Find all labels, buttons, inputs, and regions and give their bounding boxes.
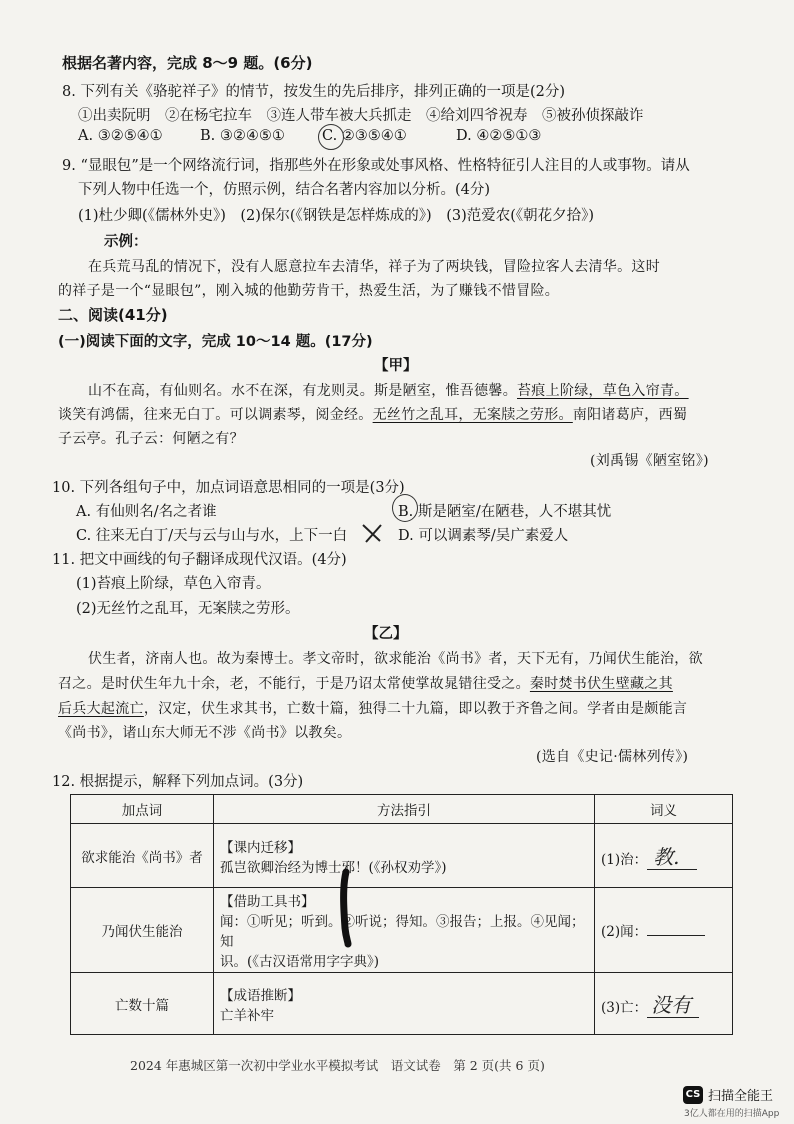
question-10: 10. 下列各组句子中，加点词语意思相同的一项是(3分) bbox=[52, 480, 405, 496]
table-row bbox=[71, 888, 733, 973]
method-text: 识。(《古汉语常用字字典》) bbox=[220, 954, 380, 970]
handwritten-answer: 没有 bbox=[647, 993, 699, 1018]
passage-yi-line2: 召之。是时伏生年九十余，老，不能行，于是乃诏太常使掌故晁错往受之。秦时焚书伏生壁藏之其 bbox=[58, 676, 673, 692]
question-11: 11. 把文中画线的句子翻译成现代汉语。(4分) bbox=[52, 552, 347, 568]
table-cell-method bbox=[214, 888, 595, 973]
table-header: 加点词 bbox=[71, 795, 214, 824]
passage-yi-line3: 后兵大起流亡，汉定，伏生求其书，亡数十篇，独得二十九篇，即以教于齐鲁之间。学者由是颇能言 bbox=[58, 701, 688, 717]
reading-title: 二、阅读(41分) bbox=[58, 306, 168, 324]
app-slogan: 3亿人都在用的扫描App bbox=[684, 1109, 780, 1119]
reading-subtitle: (一)阅读下面的文字，完成 10～14 题。(17分) bbox=[58, 334, 373, 350]
passage-yi-source: (选自《史记·儒林列传》) bbox=[536, 749, 689, 765]
method-text: 亡羊补牢 bbox=[220, 1007, 274, 1024]
pen-stroke-mark bbox=[336, 868, 356, 948]
answer-blank bbox=[647, 921, 705, 936]
q10-option-b: B. 斯是陋室/在陋巷，人不堪其忧 bbox=[398, 504, 612, 520]
underlined-sentence-1: 苔痕上阶绿，草色入帘青。 bbox=[517, 383, 689, 399]
question-12: 12. 根据提示，解释下列加点词。(3分) bbox=[52, 774, 304, 790]
option-c: C. ②③⑤④① bbox=[322, 128, 407, 144]
q10-option-d: D. 可以调素琴/吴广素爱人 bbox=[398, 528, 569, 544]
handwritten-answer: 教. bbox=[647, 845, 697, 870]
passage-yi-line4: 《尚书》，诸山东大师无不涉《尚书》以教矣。 bbox=[58, 725, 352, 741]
underlined-sentence-3-cont: 后兵大起流亡 bbox=[58, 701, 144, 717]
passage-jia-line2: 谈笑有鸿儒，往来无白丁。可以调素琴，阅金经。无丝竹之乱耳，无案牍之劳形。南阳诸葛庐，西蜀 bbox=[58, 407, 688, 423]
passage-jia-heading: 【甲】 bbox=[374, 358, 418, 374]
option-d: D. ④②⑤①③ bbox=[456, 128, 542, 144]
method-tag: 【借助工具书】 bbox=[220, 894, 315, 910]
table-cell-answer: (2)闻： bbox=[595, 888, 733, 973]
table-cell-word: 亡数十篇 bbox=[71, 973, 214, 1035]
table-cell-word: 欲求能治《尚书》者 bbox=[71, 824, 214, 888]
option-b: B. ③②④⑤① bbox=[200, 128, 285, 144]
example-label: 示例： bbox=[104, 234, 148, 250]
hand-cross-mark bbox=[360, 522, 384, 544]
hand-circle-mark bbox=[318, 124, 344, 150]
passage-jia-line1: 山不在高，有仙则名。水不在深，有龙则灵。斯是陋室，惟吾德馨。苔痕上阶绿，草色入帘青。 bbox=[88, 383, 689, 399]
method-tag: 【成语推断】 bbox=[220, 987, 301, 1004]
q10-option-a: A. 有仙则名/名之者谁 bbox=[76, 504, 217, 520]
question-9-options: (1)杜少卿(《儒林外史》) (2)保尔(《钢铁是怎样炼成的》) (3)范爱农(《朝花夕拾》) bbox=[78, 208, 595, 224]
option-a: A. ③②⑤④① bbox=[78, 128, 163, 144]
method-text: 闻：①听见；听到。②听说；得知。③报告；上报。④见闻；知 bbox=[220, 914, 585, 950]
passage-yi-heading: 【乙】 bbox=[364, 626, 408, 642]
hand-circle-mark bbox=[392, 494, 418, 522]
passage-jia-source: (刘禹锡《陋室铭》) bbox=[590, 453, 709, 469]
table-row bbox=[71, 824, 733, 888]
underlined-sentence-2: 无丝竹之乱耳，无案牍之劳形。 bbox=[372, 407, 573, 423]
question-8-items: ①出卖阮明 ②在杨宅拉车 ③连人带车被大兵抓走 ④给刘四爷祝寿 ⑤被孙侦探敲诈 bbox=[78, 108, 644, 124]
method-text: 孤岂欲卿治经为博士邪！(《孙权劝学》) bbox=[220, 859, 447, 876]
example-line1: 在兵荒马乱的情况下，没有人愿意拉车去清华，祥子为了两块钱，冒险拉客人去清华。这时 bbox=[88, 259, 660, 275]
example-line2: 的祥子是一个“显眼包”，刚入城的他勤劳肯干，热爱生活，为了赚钱不惜冒险。 bbox=[58, 283, 560, 299]
question-11-1: (1)苔痕上阶绿，草色入帘青。 bbox=[76, 576, 271, 592]
passage-yi-line1: 伏生者，济南人也。故为秦博士。孝文帝时，欲求能治《尚书》者，天下无有，乃闻伏生能治，欲 bbox=[88, 651, 703, 667]
q10-option-c: C. 往来无白丁/天与云与山与水，上下一白 bbox=[76, 528, 348, 544]
page-footer: 2024 年惠城区第一次初中学业水平模拟考试 语文试卷 第 2 页(共 6 页) bbox=[130, 1058, 545, 1073]
question-11-2: (2)无丝竹之乱耳，无案牍之劳形。 bbox=[76, 601, 300, 617]
question-8: 8. 下列有关《骆驼祥子》的情节，按发生的先后排序，排列正确的一项是(2分) bbox=[62, 84, 565, 100]
question-9-line2: 下列人物中任选一个，仿照示例，结合名著内容加以分析。(4分) bbox=[78, 182, 491, 198]
question-9-line1: 9. “显眼包”是一个网络流行词，指那些外在形象或处事风格、性格特征引人注目的人或事物。请从 bbox=[62, 158, 690, 174]
table-cell-method bbox=[214, 973, 595, 1035]
table-header: 方法指引 bbox=[214, 795, 595, 824]
section-intro: 根据名著内容，完成 8～9 题。(6分) bbox=[62, 54, 313, 72]
underlined-sentence-3: 秦时焚书伏生壁藏之其 bbox=[529, 676, 673, 692]
table-row bbox=[71, 973, 733, 1035]
table-cell-method bbox=[214, 824, 595, 888]
table-cell-answer: (3)亡： 没有 bbox=[595, 973, 733, 1035]
camscanner-logo: CS bbox=[683, 1086, 703, 1104]
vocab-table bbox=[70, 794, 733, 1035]
table-header-row bbox=[71, 795, 733, 824]
passage-jia-line3: 子云亭。孔子云：何陋之有？ bbox=[58, 431, 244, 447]
app-name: 扫描全能王 bbox=[708, 1089, 774, 1104]
table-cell-answer: (1)治： 教. bbox=[595, 824, 733, 888]
table-header: 词义 bbox=[595, 795, 733, 824]
table-cell-word: 乃闻伏生能治 bbox=[71, 888, 214, 973]
method-tag: 【课内迁移】 bbox=[220, 839, 301, 856]
